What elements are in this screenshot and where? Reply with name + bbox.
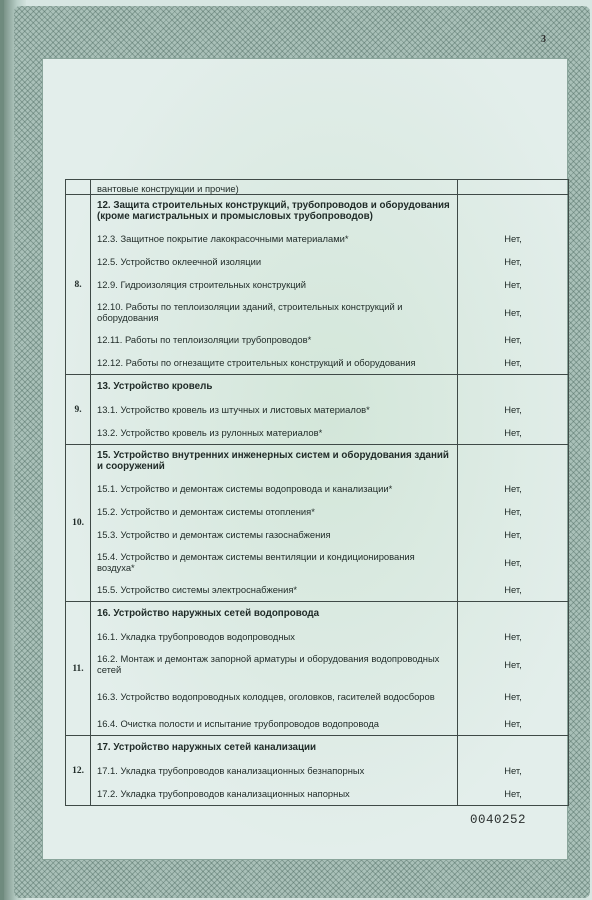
work-item-value <box>458 375 568 398</box>
table-row <box>66 736 569 806</box>
work-item: 15.2. Устройство и демонтаж системы отопления* <box>97 506 315 517</box>
section-heading: 15. Устройство внутренних инженерных систем и оборудования зданий и сооружений <box>97 450 449 472</box>
work-item: 15.4. Устройство и демонтаж системы вентиляции и кондиционирования воздуха* <box>97 551 415 573</box>
work-item: 12.10. Работы по теплоизоляции зданий, строительных конструкций и оборудования <box>97 301 403 323</box>
work-item: 16.3. Устройство водопроводных колодцев, оголовков, гасителей водосборов <box>97 690 435 702</box>
work-item: 15.3. Устройство и демонтаж системы газоснабжения <box>97 529 331 540</box>
value-column <box>458 602 569 736</box>
work-item: 12.11. Работы по теплоизоляции трубопроводов* <box>97 334 312 345</box>
row-number: 8. <box>66 195 91 375</box>
work-item: вантовые конструкции и прочие) <box>97 182 239 194</box>
work-item: 15.1. Устройство и демонтаж системы водопровода и канализации* <box>97 483 393 494</box>
work-item: 12.3. Защитное покрытие лакокрасочными материалами* <box>97 233 349 244</box>
work-item-value: Нет, <box>504 529 522 540</box>
work-group <box>91 180 458 195</box>
row-number: 9. <box>66 375 91 445</box>
work-item: 13.2. Устройство кровель из рулонных материалов* <box>97 427 323 438</box>
work-item-value: Нет, <box>504 483 522 494</box>
work-item-value <box>458 445 568 477</box>
guilloche-border <box>14 6 590 898</box>
work-item-value: Нет, <box>504 404 522 415</box>
work-item: 17.2. Укладка трубопроводов канализационных напорных <box>97 788 350 799</box>
table-row <box>66 375 569 445</box>
inner-field <box>42 58 568 860</box>
work-item-value: Нет, <box>504 631 522 642</box>
section-heading: 12. Защита строительных конструкций, трубопроводов и оборудования (кроме магистральных и промысловых трубопроводов) <box>97 200 450 222</box>
page-number: 3 <box>541 34 546 45</box>
work-item: 13.1. Устройство кровель из штучных и листовых материалов* <box>97 404 370 415</box>
work-item-value: Нет, <box>504 306 522 318</box>
certificate-page <box>4 0 592 900</box>
work-group <box>91 445 458 602</box>
row-number: 12. <box>66 736 91 806</box>
work-item-value: Нет, <box>504 788 522 799</box>
table-row <box>66 180 569 195</box>
row-number: 10. <box>66 445 91 602</box>
work-item-value: Нет, <box>504 427 522 438</box>
work-item-value <box>458 195 568 227</box>
work-item: 16.2. Монтаж и демонтаж запорной арматуры и оборудования водопроводных сетей <box>97 653 440 675</box>
work-item: 15.5. Устройство системы электроснабжения* <box>97 584 298 595</box>
value-column <box>458 195 569 375</box>
row-number <box>66 180 91 195</box>
section-heading: 16. Устройство наружных сетей водопровода <box>97 608 320 619</box>
work-item: 17.1. Укладка трубопроводов канализационных безнапорных <box>97 765 365 776</box>
work-item-value: Нет, <box>504 690 522 702</box>
work-group <box>91 195 458 375</box>
value-column <box>458 375 569 445</box>
row-number: 11. <box>66 602 91 736</box>
work-item-value: Нет, <box>504 584 522 595</box>
work-item-value: Нет, <box>504 556 522 568</box>
work-item-value <box>458 602 568 625</box>
work-item-value <box>458 180 568 194</box>
work-item-value: Нет, <box>504 233 522 244</box>
table-row <box>66 602 569 736</box>
work-item-value: Нет, <box>504 357 522 368</box>
work-item-value: Нет, <box>504 718 522 729</box>
work-item-value: Нет, <box>504 256 522 267</box>
work-group <box>91 736 458 806</box>
work-item-value: Нет, <box>504 506 522 517</box>
work-item: 16.4. Очистка полости и испытание трубопроводов водопровода <box>97 718 379 729</box>
work-item: 16.1. Укладка трубопроводов водопроводных <box>97 631 295 642</box>
work-group <box>91 375 458 445</box>
work-item-value: Нет, <box>504 765 522 776</box>
value-column <box>458 180 569 195</box>
section-heading: 17. Устройство наружных сетей канализации <box>97 742 317 753</box>
work-group <box>91 602 458 736</box>
work-item-value: Нет, <box>504 658 522 670</box>
works-table <box>65 179 569 806</box>
section-heading: 13. Устройство кровель <box>97 381 213 392</box>
value-column <box>458 736 569 806</box>
work-item: 12.5. Устройство оклеечной изоляции <box>97 256 262 267</box>
work-item: 12.9. Гидроизоляция строительных конструкций <box>97 279 307 290</box>
work-item-value <box>458 736 568 759</box>
table-row <box>66 195 569 375</box>
work-item-value: Нет, <box>504 279 522 290</box>
table-row <box>66 445 569 602</box>
serial-number: 0040252 <box>470 813 527 827</box>
value-column <box>458 445 569 602</box>
work-item: 12.12. Работы по огнезащите строительных конструкций и оборудования <box>97 357 416 368</box>
work-item-value: Нет, <box>504 334 522 345</box>
